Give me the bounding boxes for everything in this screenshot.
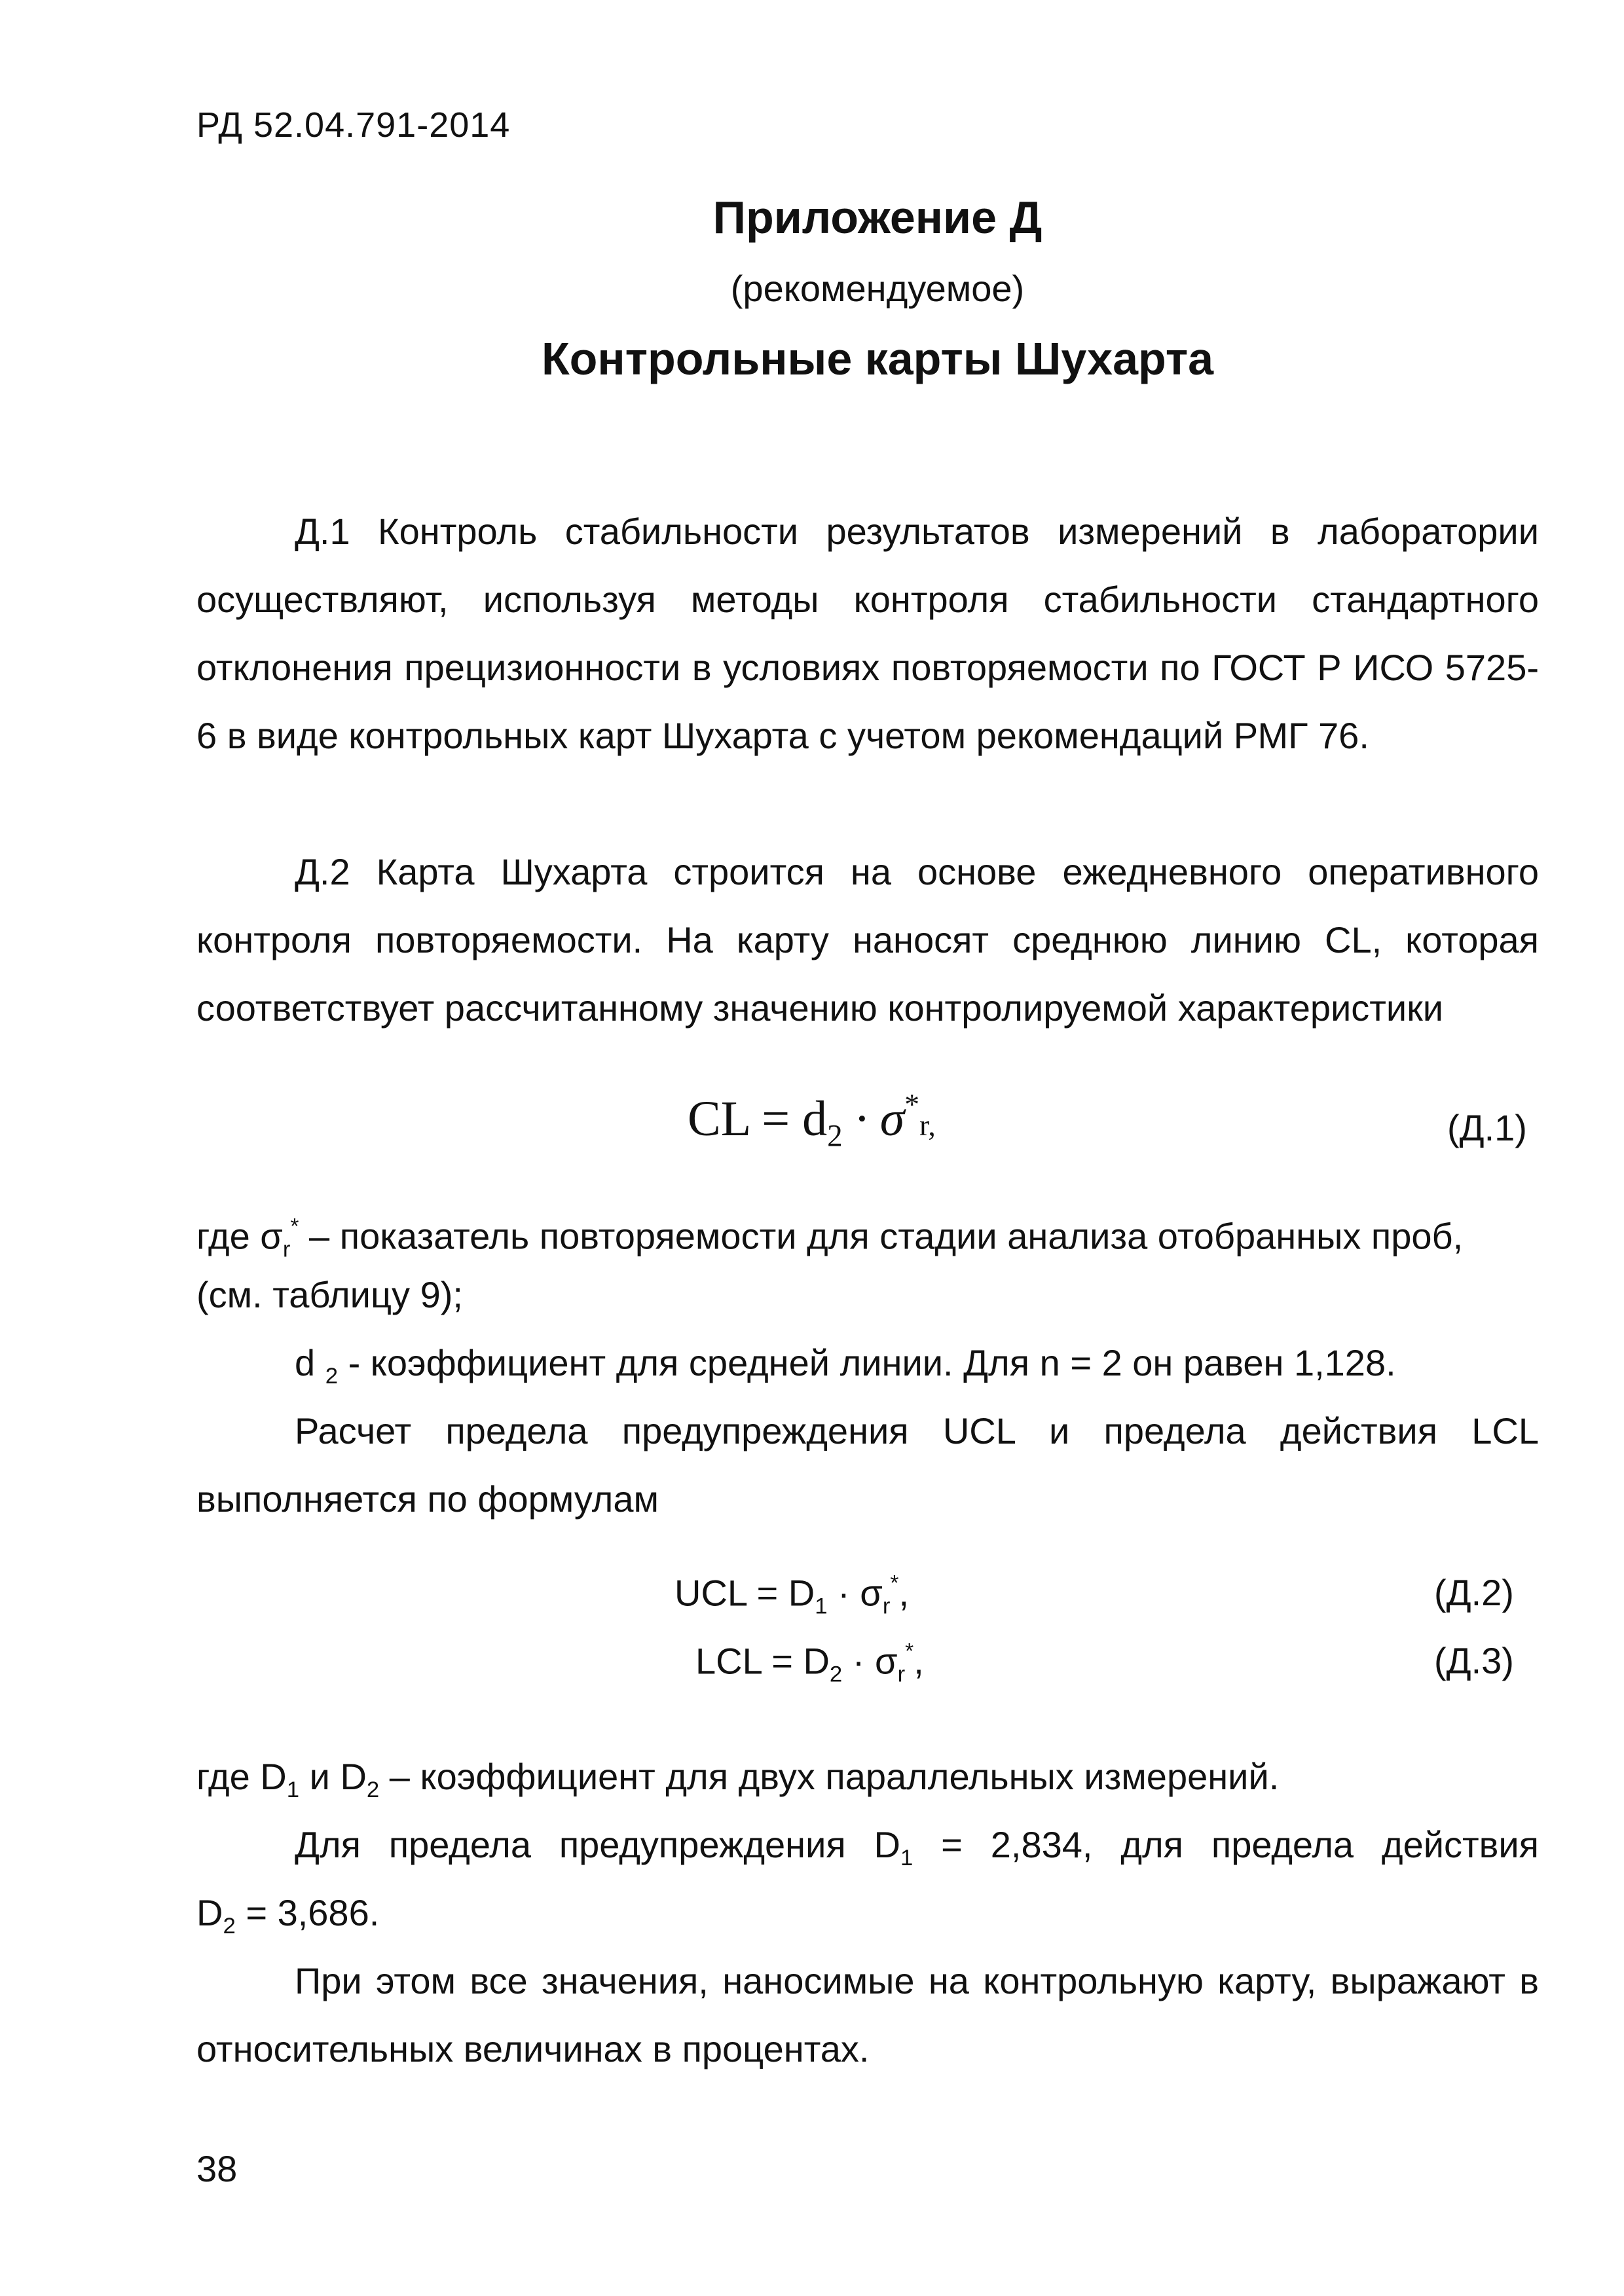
formula-d3-sup: * [905, 1639, 914, 1664]
appendix-title: Приложение Д [712, 192, 1043, 243]
d2-note-sub: 2 [325, 1364, 339, 1389]
calc-intro-paragraph: Расчет предела предупреждения UCL и предела действия LCL выполняется по формулам [196, 1410, 1539, 1520]
formula-d2-sigma: · σ [827, 1572, 883, 1614]
limits-line2b: = 3,686. [235, 1892, 380, 1933]
formula-d3-sub: 2 [829, 1662, 843, 1687]
formula-d2-sup: * [890, 1571, 899, 1595]
formula-d3 [695, 1639, 924, 1688]
limits-line1a: Для предела предупреждения D [295, 1824, 900, 1865]
limits-line1b: = 2,834, для предела действия [913, 1824, 1540, 1865]
formula-d1-lhs: CL = d [688, 1091, 828, 1146]
d2-note-pre: d [295, 1342, 325, 1383]
where-sigma-prefix: где σ [196, 1215, 283, 1257]
d2-note-text: - коэффициент для средней линии. Для n = 2 он равен 1,128. [338, 1342, 1396, 1383]
formula-d3-lhs: LCL = D [695, 1640, 830, 1682]
limits-line2a: D [196, 1892, 223, 1933]
where-sigma-sub: r [282, 1237, 291, 1262]
limits-s2: 2 [223, 1914, 236, 1939]
where-d-s2: 2 [366, 1777, 380, 1803]
formula-d3-tail: , [913, 1640, 924, 1682]
formula-d2-lhs: UCL = D [674, 1572, 815, 1614]
formula-d3-sub2: r [897, 1662, 906, 1687]
where-d-p2: и D [299, 1756, 367, 1797]
where-sigma-sup: * [290, 1214, 299, 1239]
where-d-s1: 1 [286, 1777, 300, 1803]
formula-d2-sub: 1 [815, 1594, 828, 1619]
where-sigma-ref: (см. таблицу 9); [196, 1274, 463, 1315]
formula-d2-sub2: r [882, 1594, 891, 1619]
formula-d2 [674, 1571, 909, 1620]
formula-d3-number: (Д.3) [1434, 1640, 1514, 1681]
formula-d1-tail: r, [919, 1108, 936, 1142]
page-number: 38 [196, 2148, 238, 2189]
section-d2-paragraph: Д.2 Карта Шухарта строится на основе ежедневного оперативного контроля повторяемости. На карту наносят среднюю линию CL, которая соответствует рассчитанному значению контролируемой характеристики [196, 851, 1539, 1029]
formula-d1 [688, 1087, 936, 1154]
where-d-p3: – коэффициент для двух параллельных измерений. [379, 1756, 1280, 1797]
formula-d1-number: (Д.1) [1447, 1107, 1527, 1148]
limits-s1: 1 [900, 1846, 913, 1871]
formula-d1-sigma: · σ [842, 1091, 905, 1146]
section-d1-paragraph: Д.1 Контроль стабильности результатов измерений в лаборатории осуществляют, используя методы контроля стабильности стандартного отклонения прецизионности в условиях повторяемости по ГОСТ Р ИСО 5725-6 в виде контрольных карт Шухарта с учетом рекомендаций РМГ 76. [196, 511, 1539, 756]
formula-d2-number: (Д.2) [1434, 1572, 1514, 1613]
where-sigma-text: – показатель повторяемости для стадии анализа отобранных проб, [299, 1215, 1464, 1257]
formula-d1-sub: 2 [827, 1119, 843, 1154]
appendix-subtitle: (рекомендуемое) [730, 268, 1025, 309]
where-d-p1: где D [196, 1756, 287, 1797]
formula-d2-tail: , [898, 1572, 910, 1614]
appendix-heading: Контрольные карты Шухарта [541, 333, 1214, 384]
formula-d1-sup: * [904, 1087, 919, 1121]
document-code: РД 52.04.791-2014 [196, 105, 511, 145]
limits-line-1 [295, 1811, 1539, 1892]
formula-d3-sigma: · σ [842, 1640, 898, 1682]
final-paragraph: При этом все значения, наносимые на контрольную карту, выражают в относительных величинах в процентах. [196, 1960, 1539, 2069]
